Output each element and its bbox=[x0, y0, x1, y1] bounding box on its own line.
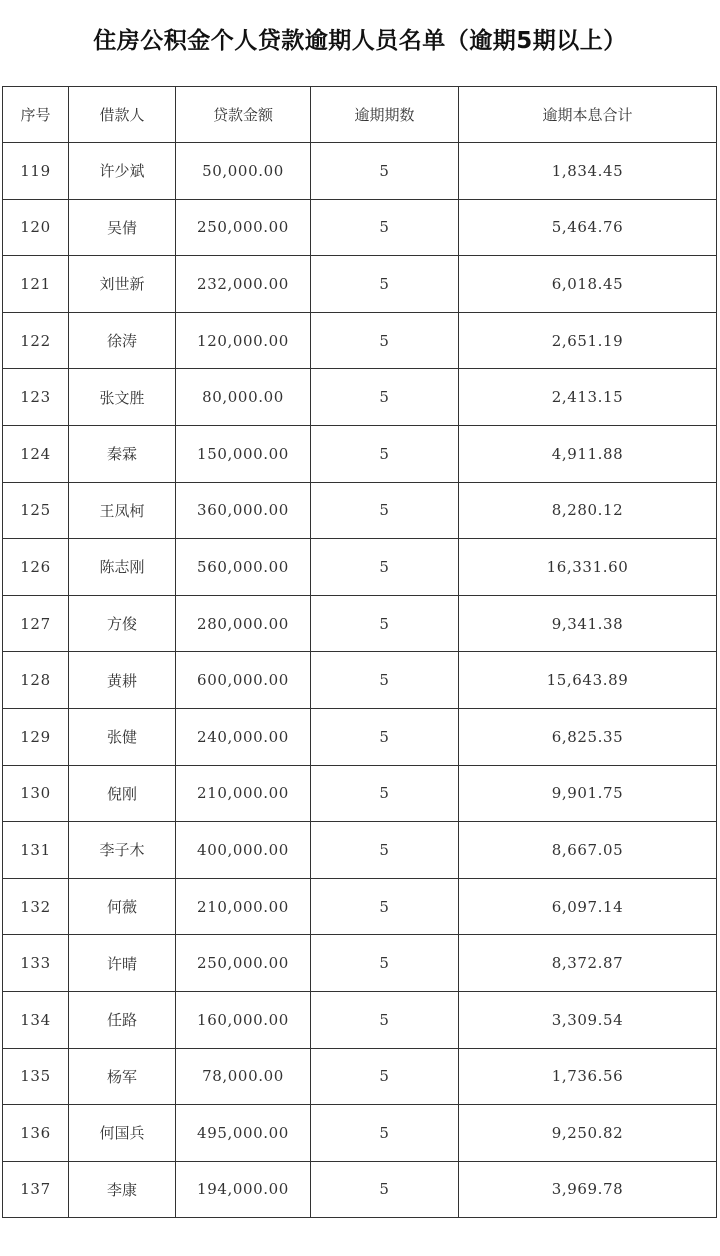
cell-loan-amount: 194,000.00 bbox=[176, 1161, 311, 1218]
cell-borrower: 秦霖 bbox=[69, 425, 176, 482]
cell-overdue-periods: 5 bbox=[311, 991, 459, 1048]
cell-overdue-total: 3,309.54 bbox=[459, 991, 717, 1048]
table-row bbox=[3, 1161, 717, 1218]
header-overdue-periods: 逾期期数 bbox=[311, 87, 459, 143]
cell-loan-amount: 150,000.00 bbox=[176, 425, 311, 482]
cell-serial: 121 bbox=[3, 256, 69, 313]
cell-overdue-total: 8,280.12 bbox=[459, 482, 717, 539]
cell-loan-amount: 232,000.00 bbox=[176, 256, 311, 313]
cell-overdue-periods: 5 bbox=[311, 425, 459, 482]
cell-overdue-periods: 5 bbox=[311, 312, 459, 369]
table-row bbox=[3, 708, 717, 765]
table-row bbox=[3, 312, 717, 369]
cell-overdue-periods: 5 bbox=[311, 878, 459, 935]
table-row bbox=[3, 143, 717, 200]
cell-borrower: 李康 bbox=[69, 1161, 176, 1218]
table-row bbox=[3, 199, 717, 256]
cell-loan-amount: 360,000.00 bbox=[176, 482, 311, 539]
table-row bbox=[3, 822, 717, 879]
cell-serial: 126 bbox=[3, 539, 69, 596]
overdue-list-table bbox=[2, 86, 717, 1218]
cell-overdue-periods: 5 bbox=[311, 595, 459, 652]
cell-borrower: 杨军 bbox=[69, 1048, 176, 1105]
cell-loan-amount: 240,000.00 bbox=[176, 708, 311, 765]
cell-overdue-periods: 5 bbox=[311, 1048, 459, 1105]
cell-serial: 132 bbox=[3, 878, 69, 935]
table-row bbox=[3, 878, 717, 935]
cell-serial: 135 bbox=[3, 1048, 69, 1105]
table-row bbox=[3, 595, 717, 652]
cell-serial: 120 bbox=[3, 199, 69, 256]
cell-borrower: 陈志刚 bbox=[69, 539, 176, 596]
cell-overdue-total: 9,341.38 bbox=[459, 595, 717, 652]
table-row bbox=[3, 765, 717, 822]
cell-overdue-periods: 5 bbox=[311, 199, 459, 256]
cell-serial: 124 bbox=[3, 425, 69, 482]
cell-borrower: 何薇 bbox=[69, 878, 176, 935]
cell-overdue-periods: 5 bbox=[311, 765, 459, 822]
cell-borrower: 徐涛 bbox=[69, 312, 176, 369]
cell-borrower: 黄耕 bbox=[69, 652, 176, 709]
table-row bbox=[3, 369, 717, 426]
cell-overdue-periods: 5 bbox=[311, 822, 459, 879]
cell-loan-amount: 120,000.00 bbox=[176, 312, 311, 369]
cell-serial: 134 bbox=[3, 991, 69, 1048]
cell-borrower: 李子木 bbox=[69, 822, 176, 879]
cell-overdue-total: 1,834.45 bbox=[459, 143, 717, 200]
cell-overdue-total: 6,018.45 bbox=[459, 256, 717, 313]
header-serial: 序号 bbox=[3, 87, 69, 143]
table-row bbox=[3, 539, 717, 596]
cell-overdue-total: 4,911.88 bbox=[459, 425, 717, 482]
cell-overdue-total: 6,097.14 bbox=[459, 878, 717, 935]
cell-serial: 131 bbox=[3, 822, 69, 879]
cell-overdue-total: 8,372.87 bbox=[459, 935, 717, 992]
cell-borrower: 张健 bbox=[69, 708, 176, 765]
header-overdue-total: 逾期本息合计 bbox=[459, 87, 717, 143]
cell-borrower: 倪刚 bbox=[69, 765, 176, 822]
header-loan-amount: 贷款金额 bbox=[176, 87, 311, 143]
table-row bbox=[3, 991, 717, 1048]
cell-loan-amount: 400,000.00 bbox=[176, 822, 311, 879]
cell-borrower: 方俊 bbox=[69, 595, 176, 652]
cell-borrower: 许少斌 bbox=[69, 143, 176, 200]
table-row bbox=[3, 935, 717, 992]
cell-serial: 129 bbox=[3, 708, 69, 765]
cell-serial: 122 bbox=[3, 312, 69, 369]
table-row bbox=[3, 1048, 717, 1105]
cell-loan-amount: 560,000.00 bbox=[176, 539, 311, 596]
cell-borrower: 吴倩 bbox=[69, 199, 176, 256]
cell-serial: 128 bbox=[3, 652, 69, 709]
cell-loan-amount: 210,000.00 bbox=[176, 765, 311, 822]
cell-serial: 123 bbox=[3, 369, 69, 426]
table-row bbox=[3, 482, 717, 539]
cell-overdue-periods: 5 bbox=[311, 1161, 459, 1218]
cell-overdue-total: 2,413.15 bbox=[459, 369, 717, 426]
cell-serial: 133 bbox=[3, 935, 69, 992]
table-row bbox=[3, 1105, 717, 1162]
cell-loan-amount: 78,000.00 bbox=[176, 1048, 311, 1105]
cell-overdue-periods: 5 bbox=[311, 708, 459, 765]
cell-serial: 125 bbox=[3, 482, 69, 539]
table-header-row bbox=[3, 87, 717, 143]
cell-overdue-total: 6,825.35 bbox=[459, 708, 717, 765]
cell-loan-amount: 160,000.00 bbox=[176, 991, 311, 1048]
cell-borrower: 王凤柯 bbox=[69, 482, 176, 539]
cell-loan-amount: 495,000.00 bbox=[176, 1105, 311, 1162]
cell-borrower: 张文胜 bbox=[69, 369, 176, 426]
cell-overdue-total: 2,651.19 bbox=[459, 312, 717, 369]
cell-overdue-total: 1,736.56 bbox=[459, 1048, 717, 1105]
cell-overdue-total: 15,643.89 bbox=[459, 652, 717, 709]
page-title: 住房公积金个人贷款逾期人员名单（逾期5期以上） bbox=[93, 28, 627, 54]
cell-overdue-periods: 5 bbox=[311, 539, 459, 596]
cell-borrower: 任路 bbox=[69, 991, 176, 1048]
cell-overdue-total: 3,969.78 bbox=[459, 1161, 717, 1218]
header-borrower: 借款人 bbox=[69, 87, 176, 143]
cell-loan-amount: 210,000.00 bbox=[176, 878, 311, 935]
cell-serial: 130 bbox=[3, 765, 69, 822]
cell-overdue-periods: 5 bbox=[311, 935, 459, 992]
cell-overdue-periods: 5 bbox=[311, 143, 459, 200]
cell-loan-amount: 250,000.00 bbox=[176, 199, 311, 256]
cell-borrower: 刘世新 bbox=[69, 256, 176, 313]
cell-overdue-periods: 5 bbox=[311, 369, 459, 426]
cell-loan-amount: 50,000.00 bbox=[176, 143, 311, 200]
cell-loan-amount: 600,000.00 bbox=[176, 652, 311, 709]
cell-overdue-periods: 5 bbox=[311, 482, 459, 539]
cell-overdue-total: 9,901.75 bbox=[459, 765, 717, 822]
cell-overdue-periods: 5 bbox=[311, 1105, 459, 1162]
cell-loan-amount: 250,000.00 bbox=[176, 935, 311, 992]
cell-overdue-periods: 5 bbox=[311, 652, 459, 709]
cell-overdue-periods: 5 bbox=[311, 256, 459, 313]
cell-overdue-total: 8,667.05 bbox=[459, 822, 717, 879]
cell-overdue-total: 16,331.60 bbox=[459, 539, 717, 596]
cell-borrower: 许晴 bbox=[69, 935, 176, 992]
cell-serial: 127 bbox=[3, 595, 69, 652]
cell-serial: 136 bbox=[3, 1105, 69, 1162]
cell-serial: 137 bbox=[3, 1161, 69, 1218]
cell-loan-amount: 80,000.00 bbox=[176, 369, 311, 426]
cell-serial: 119 bbox=[3, 143, 69, 200]
cell-loan-amount: 280,000.00 bbox=[176, 595, 311, 652]
cell-borrower: 何国兵 bbox=[69, 1105, 176, 1162]
table-row bbox=[3, 425, 717, 482]
table-row bbox=[3, 652, 717, 709]
cell-overdue-total: 9,250.82 bbox=[459, 1105, 717, 1162]
table-row bbox=[3, 256, 717, 313]
cell-overdue-total: 5,464.76 bbox=[459, 199, 717, 256]
